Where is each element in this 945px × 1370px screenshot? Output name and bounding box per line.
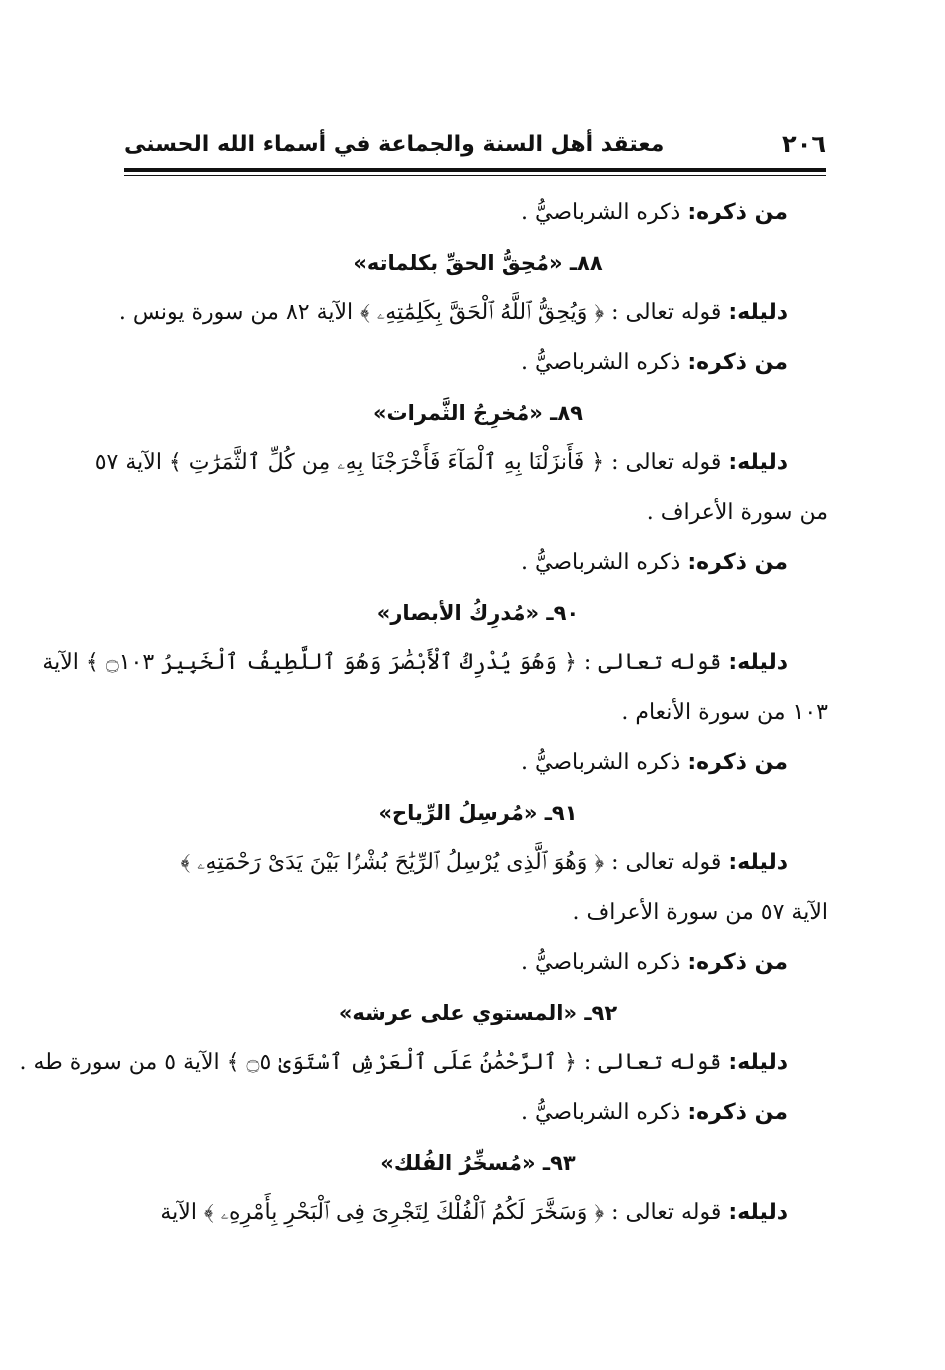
proof-label: دليله: [728, 1200, 788, 1225]
proof-line [128, 1188, 828, 1238]
proof-continuation: ١٠٣ من سورة الأنعام . [621, 700, 828, 725]
proof-line [94, 438, 828, 488]
mention-line [128, 338, 828, 388]
proof-line [42, 638, 828, 688]
mention-line [128, 188, 828, 238]
proof-text: قوله تعالى : ﴿ وَيُحِقُّ ٱللَّهُ ٱلْحَقَّ بِكَلِمَٰتِهِۦ ﴾ الآية ٨٢ من سورة يونس . [118, 300, 729, 325]
name-heading: ٨٨ـ «مُحِقُّ الحقِّ بكلماته» [353, 251, 603, 275]
proof-label: دليله: [728, 450, 788, 475]
name-heading: ٩٣ـ «مُسخِّرُ الفُلك» [380, 1151, 576, 1175]
mention-text: ذكره الشرباصيُّ . [521, 200, 688, 225]
proof-text: قوله تعالى : ﴿ وَهُوَ ٱلَّذِى يُرْسِلُ ٱلرِّيَٰحَ بُشْرًۢا بَيْنَ يَدَىْ رَحْمَتِهِۦ ﴾ [180, 850, 729, 875]
proof-label: دليله: [728, 650, 788, 675]
mention-line [128, 738, 828, 788]
proof-text: قوله تعالى : ﴿ وَسَخَّرَ لَكُمُ ٱلْفُلْكَ لِتَجْرِىَ فِى ٱلْبَحْرِ بِأَمْرِهِۦ ﴾ الآية [160, 1200, 729, 1225]
mention-label: من ذكره: [687, 1100, 788, 1125]
name-heading: ٩٢ـ «المستوي على عرشه» [338, 1001, 618, 1025]
mention-label: من ذكره: [687, 950, 788, 975]
proof-line [128, 838, 828, 888]
proof-line [19, 1038, 828, 1088]
mention-line [128, 538, 828, 588]
mention-text: ذكره الشرباصيُّ . [521, 350, 688, 375]
proof-label: دليله: [728, 300, 788, 325]
mention-text: ذكره الشرباصيُّ . [521, 750, 688, 775]
mention-text: ذكره الشرباصيُّ . [521, 1100, 688, 1125]
page-header [124, 128, 826, 160]
proof-label: دليله: [728, 1050, 788, 1075]
proof-line [118, 288, 828, 338]
mention-text: ذكره الشرباصيُّ . [521, 950, 688, 975]
name-heading: ٨٩ـ «مُخرِجُ الثَّمرات» [372, 401, 583, 425]
proof-label: دليله: [728, 850, 788, 875]
name-heading: ٩٠ـ «مُدرِكُ الأبصار» [376, 601, 580, 625]
mention-label: من ذكره: [687, 350, 788, 375]
mention-label: من ذكره: [687, 550, 788, 575]
proof-text: قوله تعالى : ﴿ ٱلرَّحْمَٰنُ عَلَى ٱلْعَرْشِ ٱسْتَوَىٰ ۝٥ ﴾ الآية ٥ من سورة طه . [19, 1050, 729, 1075]
mention-label: من ذكره: [687, 200, 788, 225]
header-rule-thin [124, 175, 826, 176]
proof-text: قوله تعالى : ﴿ وَهُوَ يُدْرِكُ ٱلْأَبْصَٰرَ وَهُوَ ٱللَّطِيفُ ٱلْخَبِيرُ ۝١٠٣ ﴾ الآية [42, 650, 729, 675]
name-heading: ٩١ـ «مُرسِلُ الرِّياح» [378, 801, 578, 825]
header-rule-thick [124, 168, 826, 172]
page-number: ٢٠٦ [782, 130, 826, 158]
book-title: معتقد أهل السنة والجماعة في أسماء الله الحسنى [124, 131, 665, 157]
mention-line [128, 1088, 828, 1138]
mention-line [128, 938, 828, 988]
mention-text: ذكره الشرباصيُّ . [521, 550, 688, 575]
proof-continuation: من سورة الأعراف . [646, 500, 828, 525]
proof-continuation: الآية ٥٧ من سورة الأعراف . [572, 900, 828, 925]
proof-text: قوله تعالى : ﴿ فَأَنزَلْنَا بِهِ ٱلْمَآءَ فَأَخْرَجْنَا بِهِۦ مِن كُلِّ ٱلثَّمَرَٰتِ ﴾ الآية ٥٧ [94, 450, 729, 475]
page-body [19, 188, 828, 1238]
mention-label: من ذكره: [687, 750, 788, 775]
